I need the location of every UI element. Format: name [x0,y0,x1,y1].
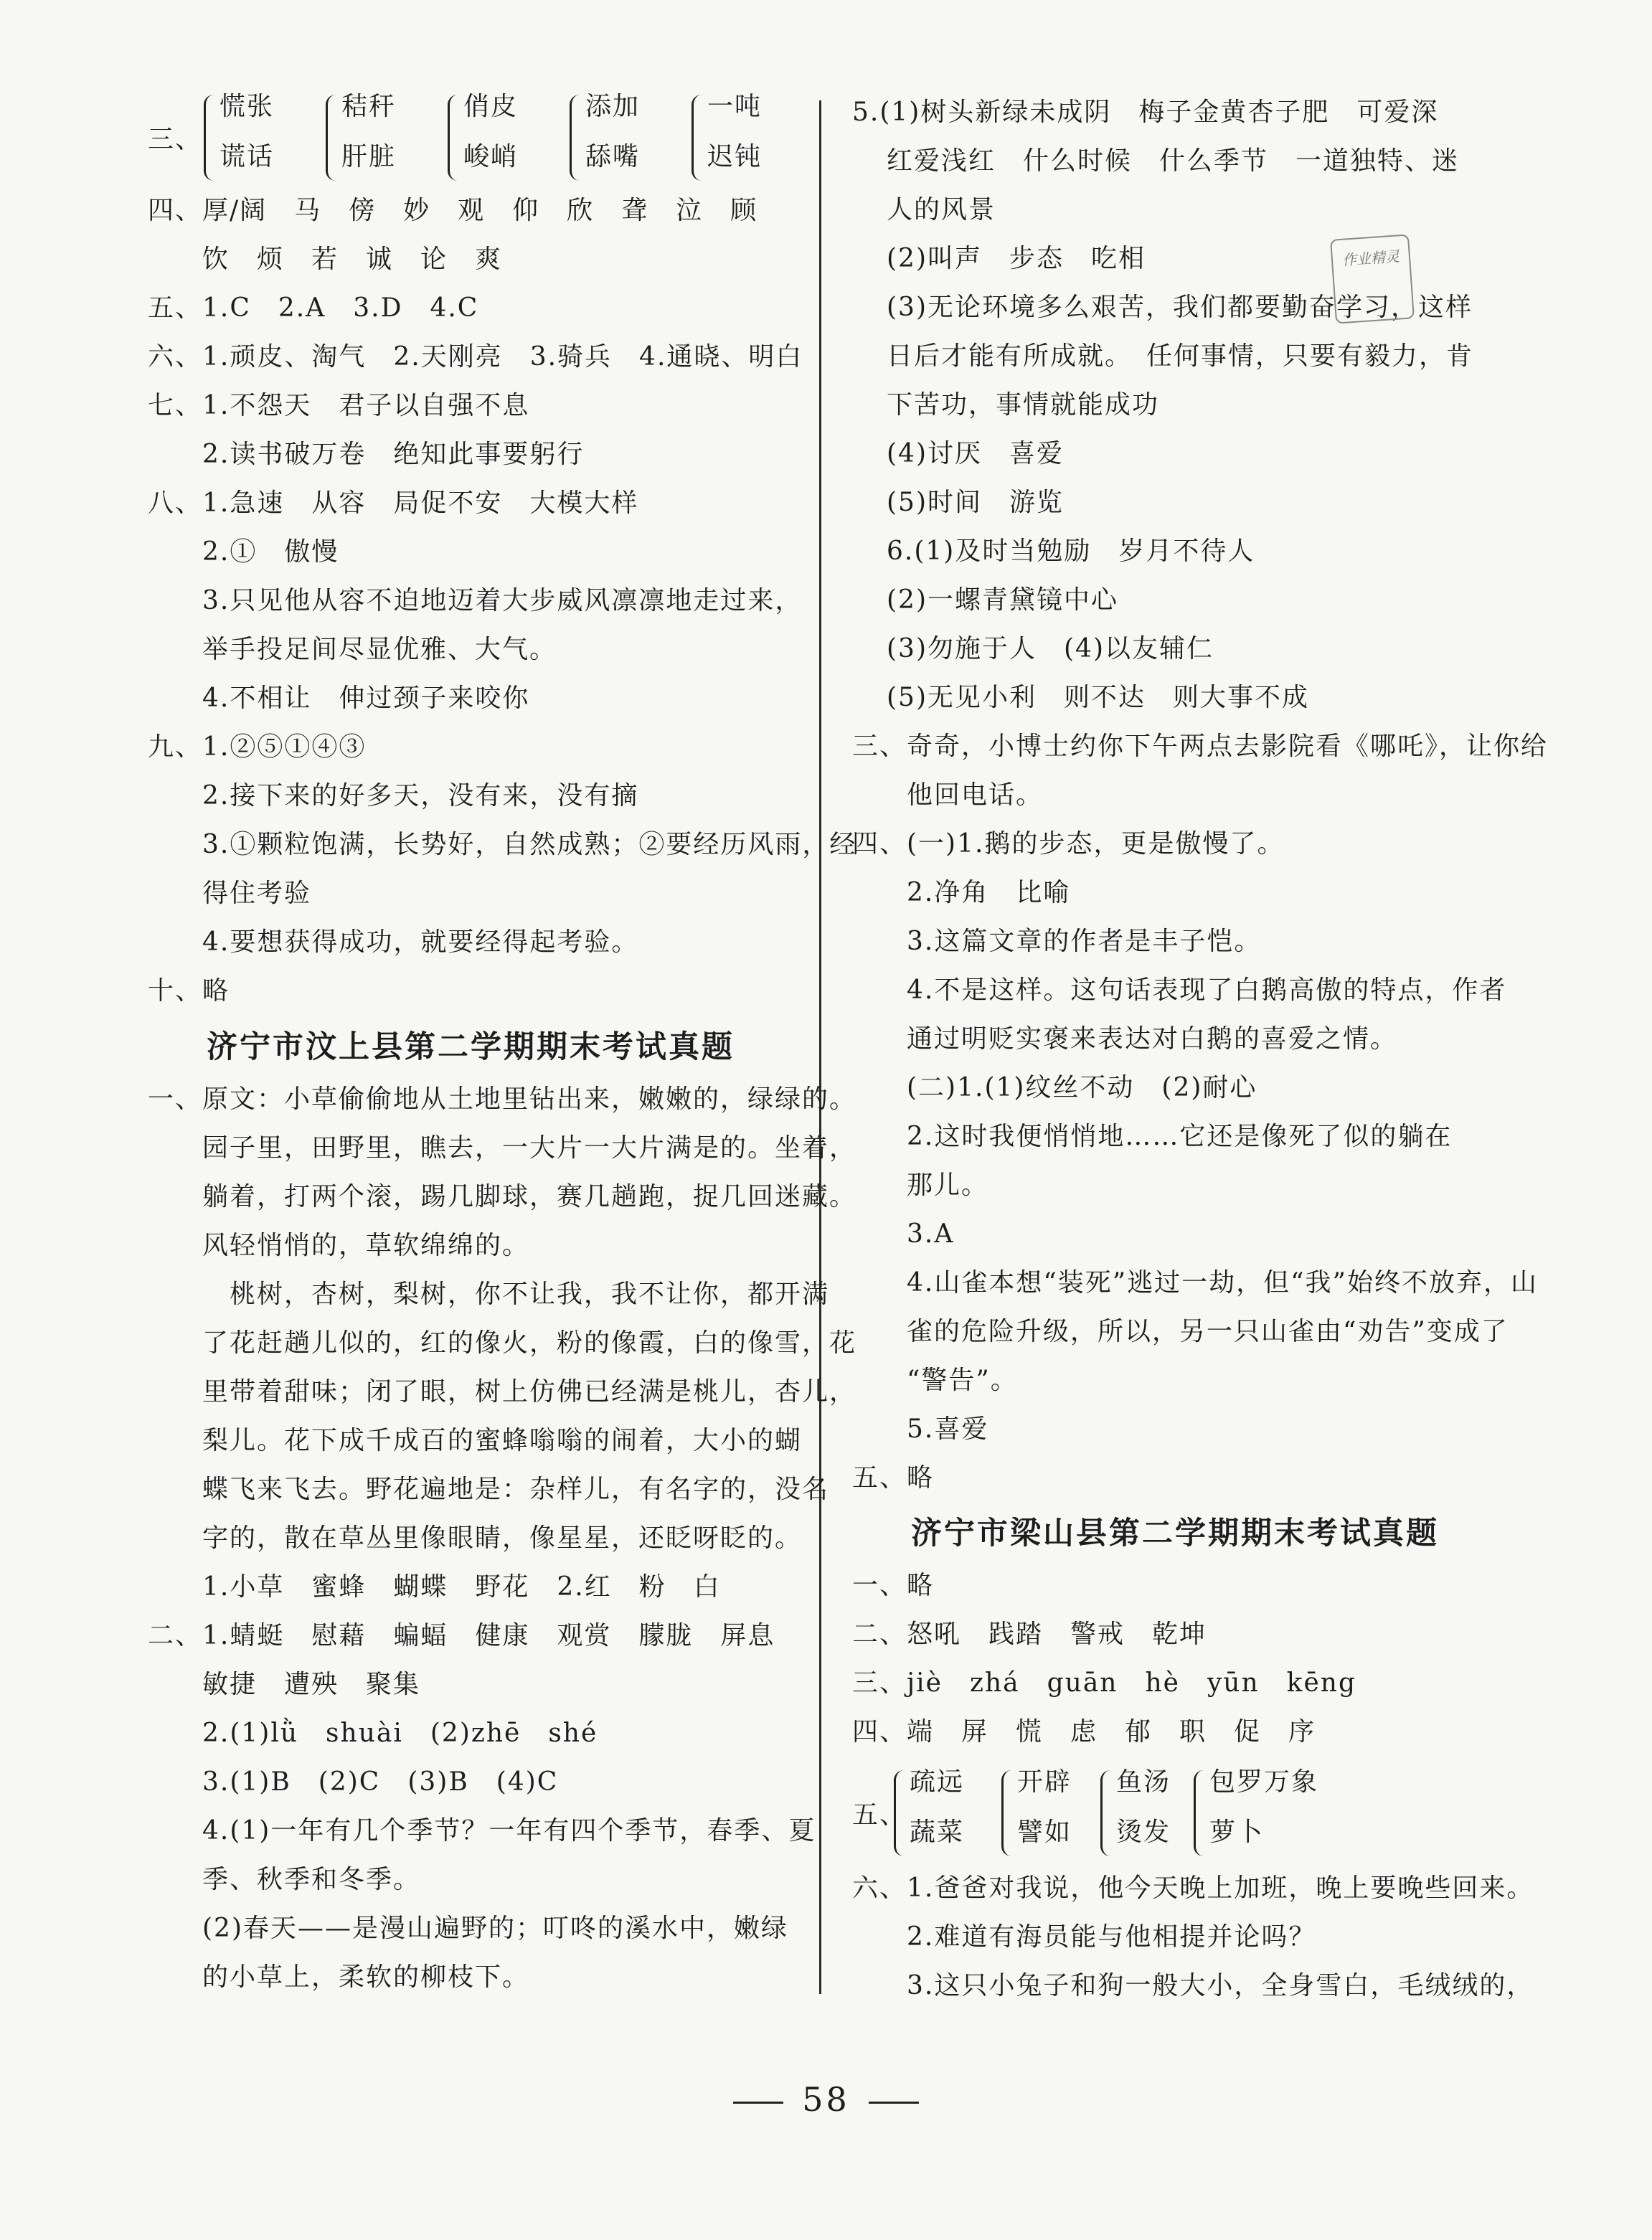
answer-line: 四、(一)1.鹅的步态，更是傲慢了。 [852,829,1285,859]
answer-line: 下苦功，事情就能成功 [887,390,1160,420]
q5-brace-group: 五、 疏远 蔬菜 开辟 譬如 鱼汤 烫发 包罗万象 萝卜 [852,1769,1498,1869]
answer-line: (3)勿施于人 (4)以友辅仁 [887,634,1214,663]
answer-line: 他回电话。 [852,780,1044,810]
answer-line: 那儿。 [852,1171,989,1200]
answer-line: “警告”。 [852,1366,1018,1395]
answer-line: 5.(1)树头新绿未成阴 梅子金黄杏子肥 可爱深 [852,98,1439,127]
answer-line: (2)叫声 步态 吃相 [887,244,1146,273]
answer-line: 七、1.不怨天 君子以自强不息 [148,391,530,420]
answer-line: 八、1.急速 从容 局促不安 大模大样 [148,488,639,518]
answer-line: 九、1.②⑤①④③ [148,732,367,762]
answer-line: (4)讨厌 喜爱 [887,439,1064,468]
answer-line: 季、秋季和冬季。 [148,1865,421,1894]
answer-line: 红爱浅红 什么时候 什么季节 一道独特、迷 [887,146,1460,176]
answer-line: 1.小草 蜜蜂 蝴蝶 野花 2.红 粉 白 [148,1572,721,1602]
answer-line: 二、怒吼 践踏 警戒 乾坤 [852,1620,1207,1649]
answer-line: 六、1.顽皮、淘气 2.天刚亮 3.骑兵 4.通晓、明白 [148,342,803,372]
answer-line: 四、端 屏 慌 虑 郁 职 促 序 [852,1717,1316,1747]
answer-line: (2)一螺青黛镜中心 [887,585,1118,615]
answer-line: 6.(1)及时当勉励 岁月不待人 [887,537,1255,566]
answer-line: 得住考验 [148,879,312,908]
answer-line: 字的，散在草丛里像眼睛，像星星，还眨呀眨的。 [148,1523,803,1553]
answer-line: (3)无论环境多么艰苦，我们都要勤奋学习，这样 [887,293,1473,322]
answer-line: 2.① 傲慢 [148,537,339,567]
answer-line: 3.①颗粒饱满，长势好，自然成熟；②要经历风雨，经 [148,830,857,859]
answer-line: 的小草上，柔软的柳枝下。 [148,1962,530,1992]
answer-line: 2.难道有海员能与他相提并论吗？ [852,1922,1316,1952]
answer-line: 六、1.爸爸对我说，他今天晚上加班，晚上要晚些回来。 [852,1873,1534,1903]
answer-line: (二)1.(1)纹丝不动 (2)耐心 [852,1073,1257,1102]
page-number: 58 [0,2080,1652,2119]
answer-line: 4.山雀本想“装死”逃过一劫，但“我”始终不放弃，山 [852,1268,1538,1298]
answer-line: 梨儿。花下成千成百的蜜蜂嗡嗡的闹着，大小的蝴 [148,1426,803,1455]
answer-line: 桃树，杏树，梨树，你不让我，我不让你，都开满 [148,1280,830,1309]
answer-line: 十、略 [148,976,230,1006]
answer-line: 3.A [852,1219,955,1249]
answer-line: 雀的危险升级，所以，另一只山雀由“劝告”变成了 [852,1317,1509,1346]
answer-line: 人的风景 [887,195,996,225]
answer-line: 风轻悄悄的，草软绵绵的。 [148,1231,530,1260]
answer-line: 了花赶趟儿似的，红的像火，粉的像霞，白的像雪，花 [148,1328,857,1358]
answer-line: 5.喜爱 [852,1414,989,1444]
answer-line: 3.只见他从容不迫地迈着大步威风凛凛地走过来， [148,586,803,615]
answer-line: 一、原文：小草偷偷地从土地里钻出来，嫩嫩的，绿绿的。 [148,1084,857,1114]
answer-line: (2)春天——是漫山遍野的；叮咚的溪水中，嫩绿 [148,1914,788,1943]
watermark-stamp: 作业精灵 [1330,234,1415,323]
answer-line: 一、略 [852,1571,935,1600]
answer-line: 4.不是这样。这句话表现了白鹅高傲的特点，作者 [852,975,1507,1005]
column-divider [819,100,821,1994]
answer-line: 4.不相让 伸过颈子来咬你 [148,684,530,713]
answer-line: 2.读书破万卷 绝知此事要躬行 [148,440,585,469]
answer-line: 三、奇奇，小博士约你下午两点去影院看《哪吒》，让你给 [852,732,1549,761]
answer-line: 4.(1)一年有几个季节？一年有四个季节，春季、夏 [148,1816,816,1846]
section-title: 济宁市汶上县第二学期期末考试真题 [207,1029,735,1065]
answer-line: (5)时间 游览 [887,488,1064,517]
answer-line: 里带着甜味；闭了眼，树上仿佛已经满是桃儿，杏儿， [148,1377,857,1407]
answer-line: 举手投足间尽显优雅、大气。 [148,635,557,664]
dash-left [733,2102,783,2104]
q3-brace-group: 三、 慌张 谎话 秸秆 肝脏 俏皮 峻峭 添加 舔嘴 一吨 迟钝 [148,93,793,194]
answer-line: 五、1.C 2.A 3.D 4.C [148,293,479,323]
q3-label: 三、 [148,125,203,154]
answer-line: 3.(1)B (2)C (3)B (4)C [148,1767,559,1797]
answer-line: 饮 烦 若 诚 论 爽 [148,245,503,274]
answer-line: 敏捷 遭殃 聚集 [148,1670,421,1699]
answer-line: 2.(1)lǜ shuài (2)zhē shé [148,1719,598,1748]
answer-line: 二、1.蜻蜓 慰藉 蝙蝠 健康 观赏 朦胧 屏息 [148,1621,775,1650]
answer-line: 4.要想获得成功，就要经得起考验。 [148,927,639,957]
q5-label: 五、 [852,1800,907,1830]
answer-line: 蝶飞来飞去。野花遍地是：杂样儿，有名字的，没名 [148,1475,830,1504]
answer-line: 五、略 [852,1463,935,1493]
answer-line: 园子里，田野里，瞧去，一大片一大片满是的。坐着， [148,1133,857,1163]
answer-line: 躺着，打两个滚，踢几脚球，赛几趟跑，捉几回迷藏。 [148,1182,857,1211]
section-title: 济宁市梁山县第二学期期末考试真题 [911,1516,1439,1551]
answer-line: 通过明贬实褒来表达对白鹅的喜爱之情。 [852,1024,1398,1054]
answer-line: 3.这篇文章的作者是丰子恺。 [852,927,1262,956]
answer-line: (5)无见小利 则不达 则大事不成 [887,683,1309,712]
answer-line: 3.这只小兔子和狗一般大小，全身雪白，毛绒绒的， [852,1971,1534,2000]
answer-line: 2.净角 比喻 [852,878,1071,907]
dash-right [869,2102,919,2104]
answer-line: 四、厚/阔 马 傍 妙 观 仰 欣 聋 泣 顾 [148,196,758,225]
answer-line: 2.这时我便悄悄地……它还是像死了似的躺在 [852,1122,1453,1151]
answer-line: 三、jiè zhá guān hè yūn kēng [852,1668,1357,1698]
answer-line: 日后才能有所成就。 任何事情，只要有毅力，肯 [887,341,1474,371]
answer-line: 2.接下来的好多天，没有来，没有摘 [148,781,639,811]
